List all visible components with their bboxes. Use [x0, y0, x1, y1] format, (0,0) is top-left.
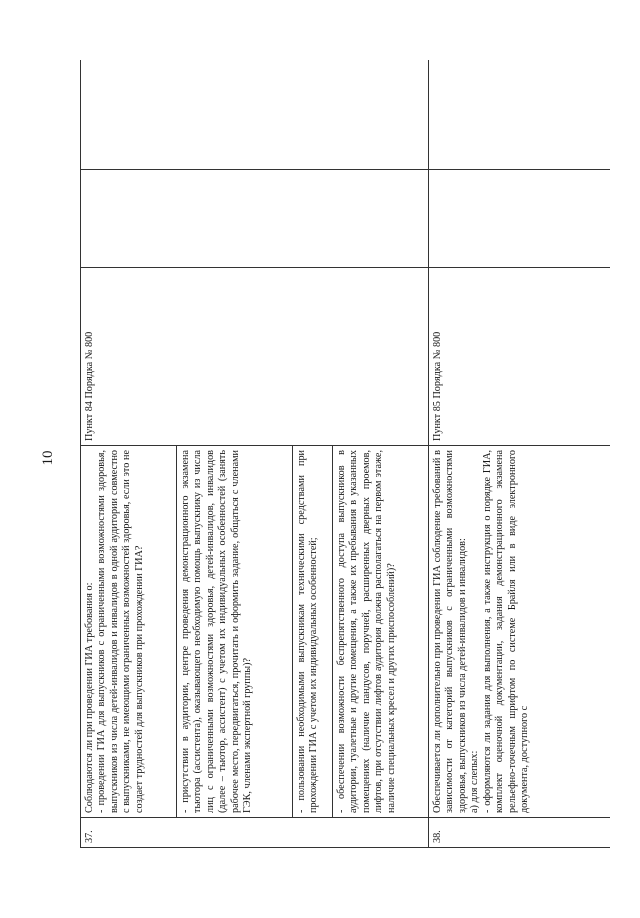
legal-reference: Пункт 85 Порядка № 800 [429, 268, 611, 446]
table-row [81, 60, 177, 848]
requirement-text [81, 446, 177, 818]
answer-cell-notes[interactable] [429, 60, 611, 170]
requirement-block: Обеспечивается ли дополнительно при проведении ГИА соблюдение требований в зависимости от категорий выпускников с ограниченными возможностями здоровья, выпускников из числа детей-инвалидов и инвалидов: а) для слепых: - оформляются ли задания для выполнения, а также инструкция о порядке ГИА, комплект оценочной документации, задания демонстрационного экзамена рельефно-точечным шрифтом по системе Брайля или в виде электронного документа, доступного с [432, 450, 531, 813]
requirement-text [293, 446, 333, 818]
answer-cell-yes-no[interactable] [429, 170, 611, 268]
page-number: 10 [40, 450, 56, 466]
requirement-text [429, 446, 611, 818]
answer-cell-yes-no[interactable] [81, 170, 429, 268]
requirement-text [177, 446, 293, 818]
answer-cell-notes[interactable] [81, 60, 429, 170]
requirement-block: - пользовании необходимыми выпускникам техническими средствами при прохождении ГИА с учетом их индивидуальных особенностей; [296, 450, 320, 813]
requirement-block: - присутствии в аудитории, центре проведения демонстрационного экзамена тьютора (ассистента), оказывающего необходимую помощь выпускнику из числа лиц с ограниченными возможностями здоровья, детей-инвалидов, инвалидов (далее – тьютор, ассистент) с учетом их индивидуальных особенностей (занять рабочее место, передвигаться, прочитать и оформить задание, общаться с членами ГЭК, членами экспертной группы)? [180, 450, 254, 813]
requirement-block: - обеспечении возможности беспрепятственного доступа выпускников в аудитории, туалетные и другие помещения, а также их пребывания в указанных помещениях (наличие пандусов, поручней, расширенных дверных проемов, лифтов, при отсутствии лифтов аудитория должна располагаться на первом этаже, наличие специальных кресел и других приспособлений)? [336, 450, 397, 813]
table-row [429, 60, 611, 848]
requirement-text [333, 446, 429, 818]
rotated-table-container [80, 60, 610, 848]
row-number: 38. [429, 818, 611, 848]
row-number: 37. [81, 818, 429, 848]
table-viewport [80, 60, 610, 848]
legal-reference: Пункт 84 Порядка № 800 [81, 268, 429, 446]
requirement-block: Соблюдаются ли при проведении ГИА требования о: - проведении ГИА для выпускников с ограниченными возможностями здоровья, выпускников из числа детей-инвалидов и инвалидов в одной аудитории совместно с выпускниками, не имеющими ограниченных возможностей здоровья, если это не создает трудностей для выпускников при прохождении ГИА? [84, 450, 145, 813]
inspection-table [80, 60, 610, 848]
